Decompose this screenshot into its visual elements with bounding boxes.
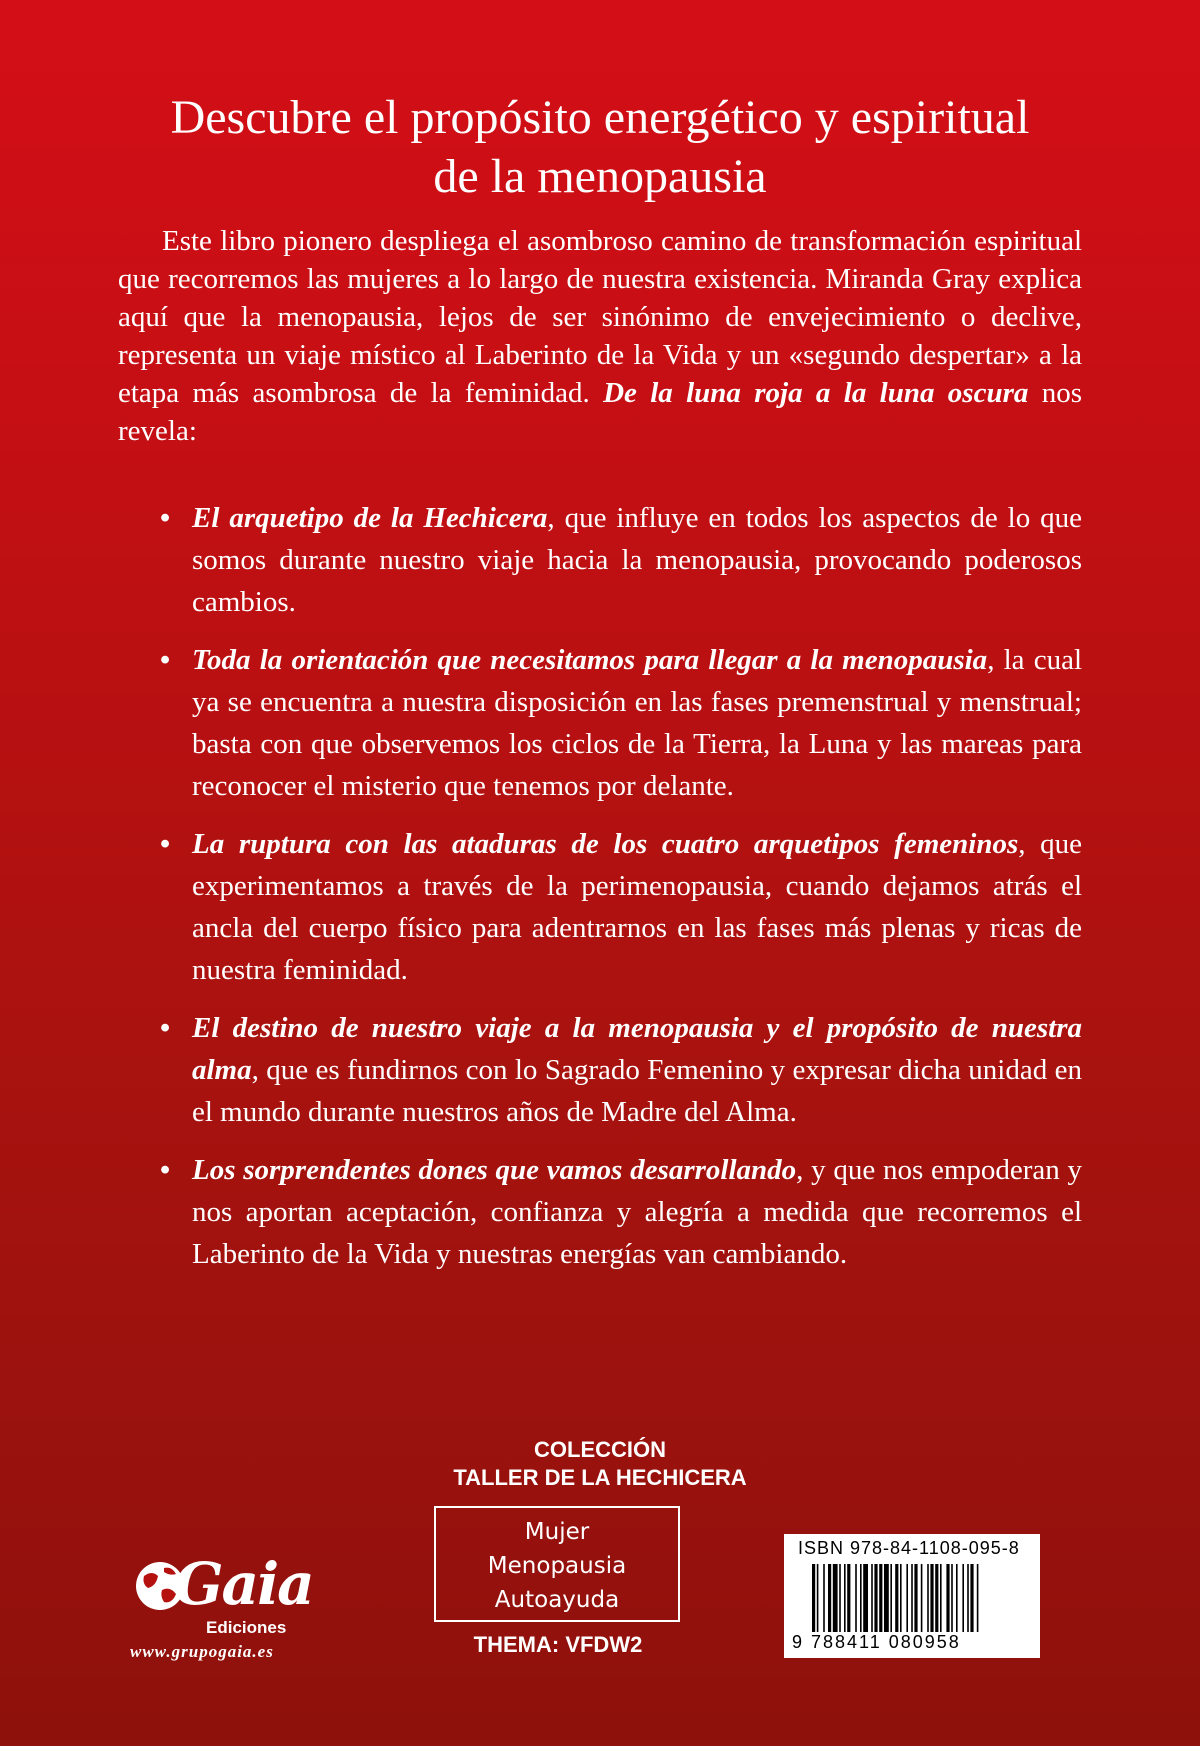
bullet-dot: •: [160, 644, 171, 676]
bullet-item: [160, 639, 1082, 807]
isbn-barcode-block: [784, 1534, 1040, 1658]
category-item: Mujer: [524, 1519, 590, 1545]
bullet-dot: •: [160, 1154, 171, 1186]
headline-line-1: Descubre el propósito energético y espiritual: [170, 91, 1030, 144]
bullet-dot: •: [160, 828, 171, 860]
barcode-icon: [812, 1564, 1026, 1632]
category-box: [434, 1506, 680, 1622]
intro-paragraph: [118, 222, 1082, 450]
bullet-lead: Toda la orientación que necesitamos para llegar a la menopausia: [192, 644, 988, 676]
bullet-lead: El destino de nuestro viaje a la menopausia y el propósito de nuestra alma: [192, 1012, 1082, 1086]
bullet-item: [160, 1149, 1082, 1275]
bullet-dot: •: [160, 1012, 171, 1044]
bullet-item: [160, 497, 1082, 623]
bullet-list: [160, 497, 1082, 1291]
bullet-item: [160, 1007, 1082, 1133]
collection-title: [360, 1436, 840, 1492]
thema-code: THEMA: VFDW2: [473, 1632, 643, 1657]
publisher-sub: Ediciones: [206, 1618, 287, 1637]
isbn-digits: 9 788411 080958: [792, 1632, 961, 1652]
book-title: De la luna roja a la luna oscura: [603, 377, 1029, 409]
bullet-text: , la cual ya se encuentra a nuestra disposición en las fases premenstrual y menstrual; basta con que observemos los ciclos de la Tierra, la Luna y las mareas para reconocer el misterio que tenemos por delante.: [192, 644, 1082, 802]
bullet-lead: El arquetipo de la Hechicera: [192, 502, 548, 534]
intro-text: Este libro pionero despliega el asombroso camino de transformación espiritual que recorremos las mujeres a lo largo de nuestra existencia. Miranda Gray explica aquí que la menopausia, lejos de ser sinónimo de envejecimiento o declive, representa un viaje místico al Laberinto de la Vida y un «segundo despertar» a la etapa más asombrosa de la feminidad.: [118, 225, 1082, 409]
headline-line-2: de la menopausia: [433, 150, 767, 203]
bullet-item: [160, 823, 1082, 991]
bullet-lead: Los sorprendentes dones que vamos desarrollando: [192, 1154, 797, 1186]
bullet-dot: •: [160, 502, 171, 534]
publisher-logo: [130, 1546, 340, 1661]
headline: [0, 88, 1200, 206]
publisher-url: www.grupogaia.es: [130, 1642, 274, 1661]
bullet-text: , que es fundirnos con lo Sagrado Femenino y expresar dicha unidad en el mundo durante nuestros años de Madre del Alma.: [192, 1054, 1082, 1128]
collection-line-2: TALLER DE LA HECHICERA: [453, 1465, 747, 1490]
category-item: Autoayuda: [494, 1587, 620, 1613]
isbn-label: ISBN 978-84-1108-095-8: [798, 1538, 1020, 1558]
bullet-text: , que influye en todos los aspectos de lo que somos durante nuestro viaje hacia la menopausia, provocando poderosos cambios.: [192, 502, 1082, 618]
publisher-name: Gaia: [174, 1550, 313, 1618]
bullet-lead: La ruptura con las ataduras de los cuatro arquetipos femeninos: [192, 828, 1019, 860]
bullet-text: , y que nos empoderan y nos aportan aceptación, confianza y alegría a medida que recorremos el Laberinto de la Vida y nuestras energías van cambiando.: [192, 1154, 1082, 1270]
bullet-text: , que experimentamos a través de la perimenopausia, cuando dejamos atrás el ancla del cuerpo físico para adentrarnos en las fases más plenas y ricas de nuestra feminidad.: [192, 828, 1083, 986]
collection-line-1: COLECCIÓN: [534, 1437, 666, 1462]
intro-closing: nos revela:: [118, 377, 1082, 447]
category-item: Menopausia: [487, 1553, 627, 1579]
